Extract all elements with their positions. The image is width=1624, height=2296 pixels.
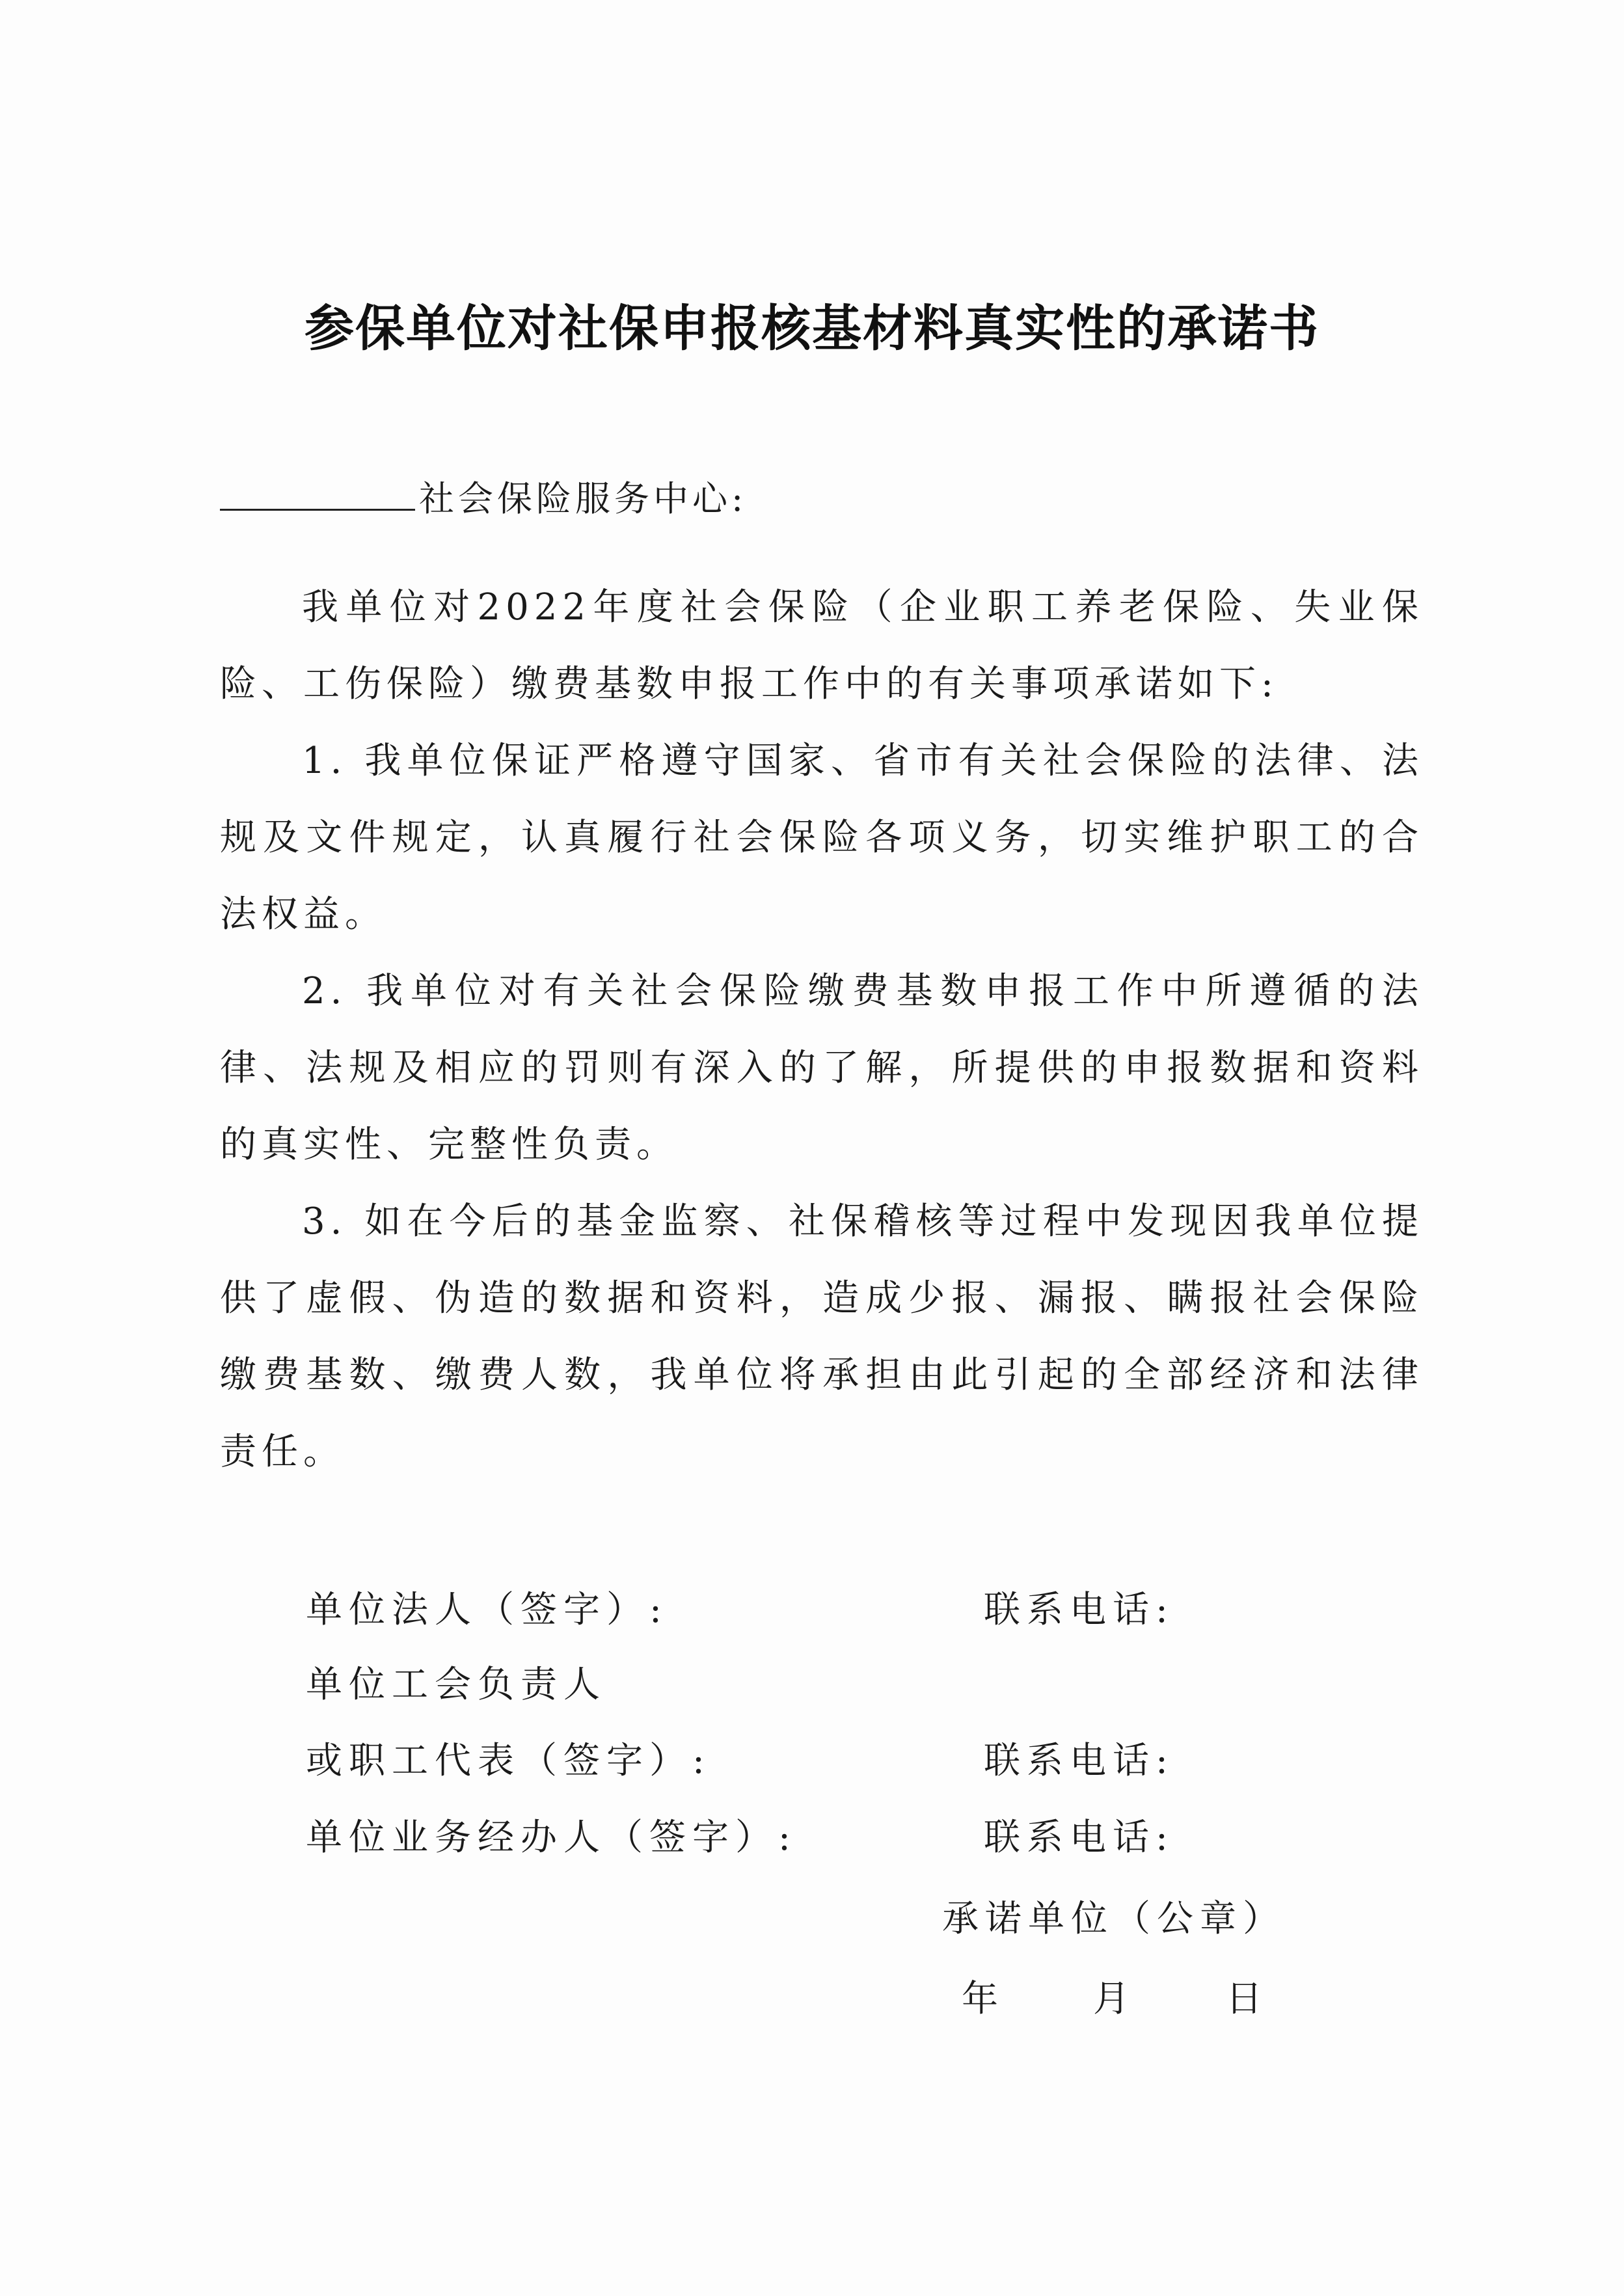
legal-person-phone-label: 联系电话: [984, 1589, 1174, 1631]
date-year: 年 [962, 1978, 998, 2020]
worker-rep-phone-label: 联系电话: [984, 1740, 1174, 1782]
handler-phone-label: 联系电话: [984, 1817, 1174, 1859]
worker-rep-label: 或职工代表（签字）: [306, 1740, 711, 1782]
union-head-label: 单位工会负责人 [306, 1664, 606, 1706]
legal-person-label: 单位法人（签字）: [306, 1589, 668, 1631]
seal-label: 承诺单位（公章） [942, 1898, 1286, 1940]
date-day: 日 [1226, 1978, 1262, 2020]
intro-paragraph: 我单位对2022年度社会保险（企业职工养老保险、失业保险、工伤保险）缴费基数申报工作中的有关事项承诺如下: [220, 586, 1424, 705]
clause-2: 2. 我单位对有关社会保险缴费基数申报工作中所遵循的法律、法规及相应的罚则有深入的了解，所提供的申报数据和资料的真实性、完整性负责。 [220, 970, 1424, 1166]
clause-1: 1. 我单位保证严格遵守国家、省市有关社会保险的法律、法规及文件规定，认真履行社会保险各项义务，切实维护职工的合法权益。 [220, 740, 1424, 936]
date-month: 月 [1093, 1978, 1130, 2020]
addressee-suffix: 社会保险服务中心: [419, 478, 748, 519]
document-title: 参保单位对社保申报核基材料真实性的承诺书 [304, 299, 1320, 357]
handler-label: 单位业务经办人（签字）: [306, 1817, 797, 1859]
clause-3: 3. 如在今后的基金监察、社保稽核等过程中发现因我单位提供了虚假、伪造的数据和资料，造成少报、漏报、瞒报社会保险缴费基数、缴费人数，我单位将承担由此引起的全部经济和法律责任。 [220, 1200, 1424, 1473]
